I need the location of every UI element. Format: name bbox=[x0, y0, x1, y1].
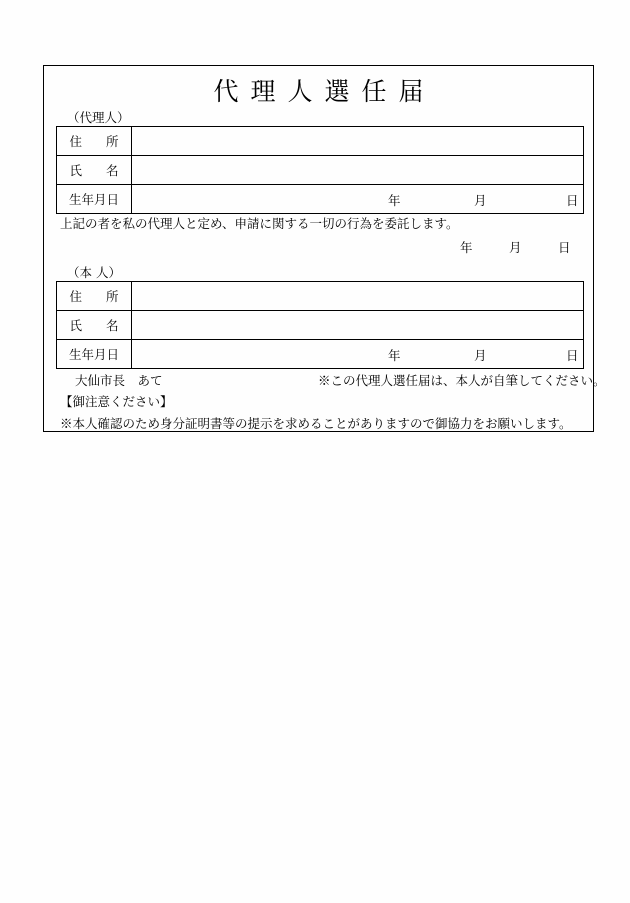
self-write-note: ※この代理人選任届は、本人が自筆してください。 bbox=[318, 373, 606, 388]
principal-birthdate-row bbox=[57, 340, 584, 369]
agent-address-field[interactable] bbox=[132, 127, 584, 156]
principal-section-heading: （本 人） bbox=[67, 265, 121, 280]
agent-name-label bbox=[57, 156, 132, 185]
agent-name-label-second: 名 bbox=[106, 163, 119, 178]
agent-section-heading: （代理人） bbox=[67, 110, 130, 125]
agent-info-table bbox=[56, 126, 584, 214]
agent-address-label bbox=[57, 127, 132, 156]
principal-address-label-second: 所 bbox=[106, 289, 119, 304]
principal-address-label bbox=[57, 282, 132, 311]
principal-name-field[interactable] bbox=[132, 311, 584, 340]
agent-address-label-second: 所 bbox=[106, 134, 119, 149]
addressee: 大仙市長 あて bbox=[75, 373, 163, 388]
statement-month-unit: 月 bbox=[509, 240, 522, 255]
caution-heading: 【御注意ください】 bbox=[60, 394, 173, 409]
agent-birthdate-label: 生年月日 bbox=[57, 185, 132, 214]
principal-name-row bbox=[57, 311, 584, 340]
principal-address-label-first: 住 bbox=[69, 289, 82, 304]
proxy-appointment-form bbox=[43, 65, 606, 432]
delegation-statement: 上記の者を私の代理人と定め、申請に関する一切の行為を委託します。 bbox=[60, 216, 459, 231]
caution-text: ※本人確認のため身分証明書等の提示を求めることがありますので御協力をお願いします。 bbox=[60, 416, 572, 431]
principal-birthdate-field[interactable] bbox=[132, 340, 584, 369]
principal-birth-day-unit: 日 bbox=[566, 348, 579, 363]
principal-name-label-second: 名 bbox=[106, 318, 119, 333]
agent-birthdate-row bbox=[57, 185, 584, 214]
principal-info-table bbox=[56, 281, 584, 369]
agent-birth-day-unit: 日 bbox=[566, 193, 579, 208]
agent-address-label-first: 住 bbox=[69, 134, 82, 149]
principal-address-row bbox=[57, 282, 584, 311]
principal-name-label-first: 氏 bbox=[69, 318, 82, 333]
principal-name-label bbox=[57, 311, 132, 340]
principal-birth-month-unit: 月 bbox=[474, 348, 487, 363]
agent-birthdate-field[interactable] bbox=[132, 185, 584, 214]
principal-address-field[interactable] bbox=[132, 282, 584, 311]
statement-day-unit: 日 bbox=[558, 240, 571, 255]
principal-birthdate-label: 生年月日 bbox=[57, 340, 132, 369]
statement-year-unit: 年 bbox=[460, 240, 473, 255]
form-title: 代理人選任届 bbox=[213, 77, 436, 106]
agent-name-field[interactable] bbox=[132, 156, 584, 185]
agent-name-label-first: 氏 bbox=[69, 163, 82, 178]
principal-birth-year-unit: 年 bbox=[388, 348, 401, 363]
agent-birth-year-unit: 年 bbox=[388, 193, 401, 208]
agent-address-row bbox=[57, 127, 584, 156]
agent-name-row bbox=[57, 156, 584, 185]
agent-birth-month-unit: 月 bbox=[474, 193, 487, 208]
